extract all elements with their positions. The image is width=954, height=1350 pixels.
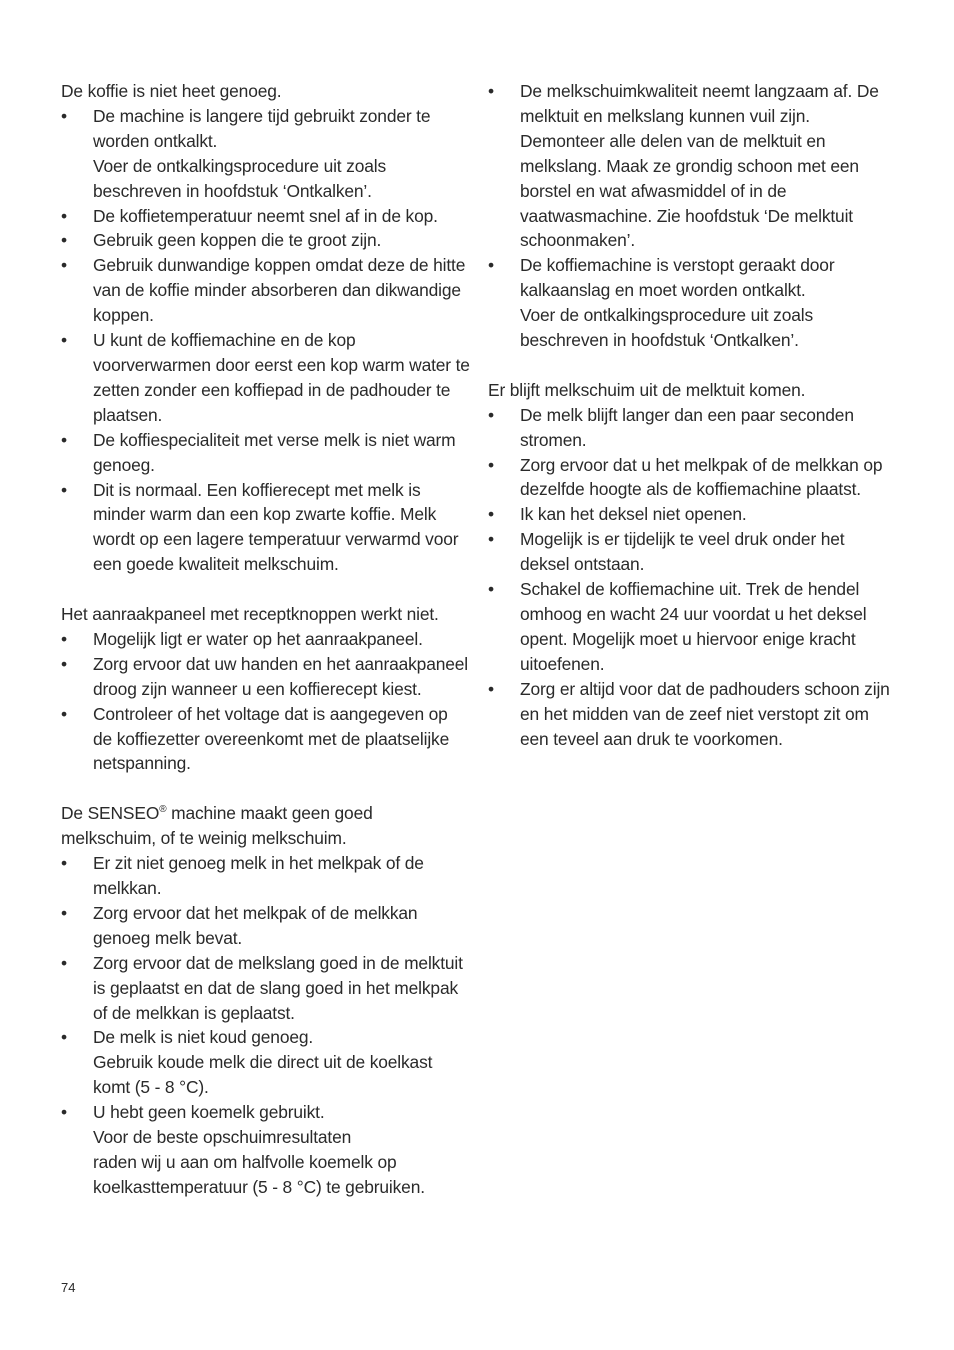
item-text: Controleer of het voltage dat is aangegeven op de koffiezetter overeenkomt met de plaatselijke netspanning. — [93, 703, 450, 774]
item-text: Gebruik geen koppen die te groot zijn. — [93, 230, 382, 251]
bullet-icon: • — [488, 255, 494, 276]
list-item — [488, 577, 898, 677]
list-item — [61, 328, 471, 428]
bullet-icon: • — [61, 1102, 67, 1123]
item-text: Ik kan het deksel niet openen. — [520, 504, 747, 525]
item-text: De melk blijft langer dan een paar seconden stromen. — [520, 404, 854, 450]
list-item — [488, 253, 898, 353]
list-item — [61, 253, 471, 328]
bullet-icon: • — [61, 1027, 67, 1048]
list-item — [61, 478, 471, 578]
list-item — [61, 204, 471, 229]
list-item — [61, 627, 471, 652]
item-text: Zorg ervoor dat de melkslang goed in de melktuit is geplaatst en dat de slang goed in het melkpak of de melkkan is geplaatst. — [93, 952, 463, 1023]
item-text: Zorg ervoor dat uw handen en het aanraakpaneel droog zijn wanneer u een koffierecept kiest. — [93, 653, 468, 699]
section-coffee-not-hot — [61, 79, 471, 577]
item-text: Er zit niet genoeg melk in het melkpak of de melkkan. — [93, 853, 424, 898]
list-item — [61, 104, 471, 204]
bullet-icon: • — [488, 81, 494, 101]
page-number: 74 — [61, 1280, 76, 1295]
bullet-icon: • — [488, 678, 494, 699]
section-title: Er blijft melkschuim uit de melktuit komen. — [488, 379, 806, 400]
item-text: U kunt de koffiemachine en de kop voorverwarmen door eerst een kop warm water te zetten zonder een koffiepad in de padhouder te plaatsen. — [93, 330, 470, 425]
title-text: De SENSEO — [61, 803, 160, 824]
registered-mark: ® — [159, 804, 167, 816]
list-item — [61, 951, 471, 1026]
item-text: Voer de ontkalkingsprocedure uit zoals beschreven in hoofdstuk ‘Ontkalken’. — [520, 305, 814, 351]
item-text: Voer de ontkalkingsprocedure uit zoals beschreven in hoofdstuk ‘Ontkalken’. — [93, 155, 387, 201]
list-item — [61, 901, 471, 951]
item-text: Zorg ervoor dat u het melkpak of de melkkan op dezelfde hoogte als de koffiemachine plaatst. — [520, 454, 883, 500]
bullet-list — [61, 851, 471, 1200]
list-item — [61, 1100, 471, 1200]
bullet-icon: • — [61, 255, 67, 276]
item-text: De koffietemperatuur neemt snel af in de kop. — [93, 205, 438, 226]
list-item — [488, 453, 898, 503]
list-item — [488, 677, 898, 752]
list-item — [61, 702, 471, 777]
item-text: Gebruik koude melk die direct uit de koelkast komt (5 - 8 °C). — [93, 1052, 433, 1098]
item-text: De koffiemachine is verstopt geraakt door kalkaanslag en moet worden ontkalkt. — [520, 255, 835, 301]
list-item — [488, 79, 898, 253]
bullet-list — [61, 627, 471, 776]
bullet-icon: • — [61, 628, 67, 649]
bullet-icon: • — [61, 429, 67, 450]
bullet-list — [61, 104, 471, 577]
title-text: machine maakt geen goed melkschuim, of te weinig melkschuim. — [61, 803, 373, 849]
bullet-icon: • — [488, 579, 494, 600]
left-column — [61, 79, 471, 1225]
list-item — [61, 1025, 471, 1100]
item-text: U hebt geen koemelk gebruikt. — [93, 1102, 325, 1123]
bullet-icon: • — [488, 529, 494, 550]
list-item — [488, 403, 898, 453]
item-text: De machine is langere tijd gebruikt zonder te worden ontkalkt. — [93, 105, 431, 151]
item-text: De melk is niet koud genoeg. — [93, 1027, 314, 1048]
bullet-icon: • — [61, 105, 67, 126]
bullet-icon: • — [61, 902, 67, 923]
bullet-list — [488, 79, 898, 353]
section-froth-quality — [488, 79, 898, 353]
list-item — [61, 428, 471, 478]
list-item — [61, 851, 471, 901]
item-text: raden wij u aan om halfvolle koemelk op koelkasttemperatuur (5 - 8 °C) te gebruiken. — [93, 1151, 425, 1197]
item-text: De koffiespecialiteit met verse melk is niet warm genoeg. — [93, 429, 456, 475]
bullet-list — [488, 403, 898, 752]
bullet-icon: • — [61, 230, 67, 251]
bullet-icon: • — [488, 454, 494, 475]
bullet-icon: • — [61, 853, 67, 874]
item-text: Schakel de koffiemachine uit. Trek de hendel omhoog en wacht 24 uur voordat u het deksel opent. Mogelijk moet u hiervoor enige kracht uitoefenen. — [520, 579, 867, 674]
list-item — [61, 652, 471, 702]
section-title: De koffie is niet heet genoeg. — [61, 81, 282, 101]
item-text: Mogelijk is er tijdelijk te veel druk onder het deksel ontstaan. — [520, 529, 845, 575]
bullet-icon: • — [61, 952, 67, 973]
item-text: Dit is normaal. Een koffierecept met melk is minder warm dan een kop zwarte koffie. Melk wordt op een lagere temperatuur verwarmd voor een goede kwaliteit melkschuim. — [93, 479, 459, 575]
item-text: Voor de beste opschuimresultaten — [93, 1127, 352, 1148]
list-item — [488, 502, 898, 527]
section-title: Het aanraakpaneel met receptknoppen werkt niet. — [61, 604, 439, 625]
section-froth-keeps-coming — [488, 378, 898, 752]
section-title — [61, 801, 471, 851]
item-text: Gebruik dunwandige koppen omdat deze de hitte van de koffie minder absorberen dan dikwandige koppen. — [93, 255, 466, 326]
section-touch-panel — [61, 602, 471, 776]
right-column — [488, 79, 898, 776]
section-milk-froth — [61, 801, 471, 1200]
bullet-icon: • — [488, 504, 494, 525]
bullet-icon: • — [61, 330, 67, 351]
bullet-icon: • — [61, 479, 67, 500]
item-text: De melkschuimkwaliteit neemt langzaam af. De melktuit en melkslang kunnen vuil zijn. Demonteer alle delen van de melktuit en melkslang. Maak ze grondig schoon met een borstel en wat afwasmiddel of in de vaatwasmachine. Zie hoofdstuk ‘De melktuit schoonmaken’. — [520, 81, 879, 251]
item-text: Zorg ervoor dat het melkpak of de melkkan genoeg melk bevat. — [93, 902, 418, 948]
bullet-icon: • — [61, 205, 67, 226]
bullet-icon: • — [488, 404, 494, 425]
list-item — [488, 527, 898, 577]
bullet-icon: • — [61, 653, 67, 674]
list-item — [61, 228, 471, 253]
item-text: Mogelijk ligt er water op het aanraakpaneel. — [93, 628, 423, 649]
item-text: Zorg er altijd voor dat de padhouders schoon zijn en het midden van de zeef niet verstopt zit om een teveel aan druk te voorkomen. — [520, 678, 890, 749]
bullet-icon: • — [61, 703, 67, 724]
